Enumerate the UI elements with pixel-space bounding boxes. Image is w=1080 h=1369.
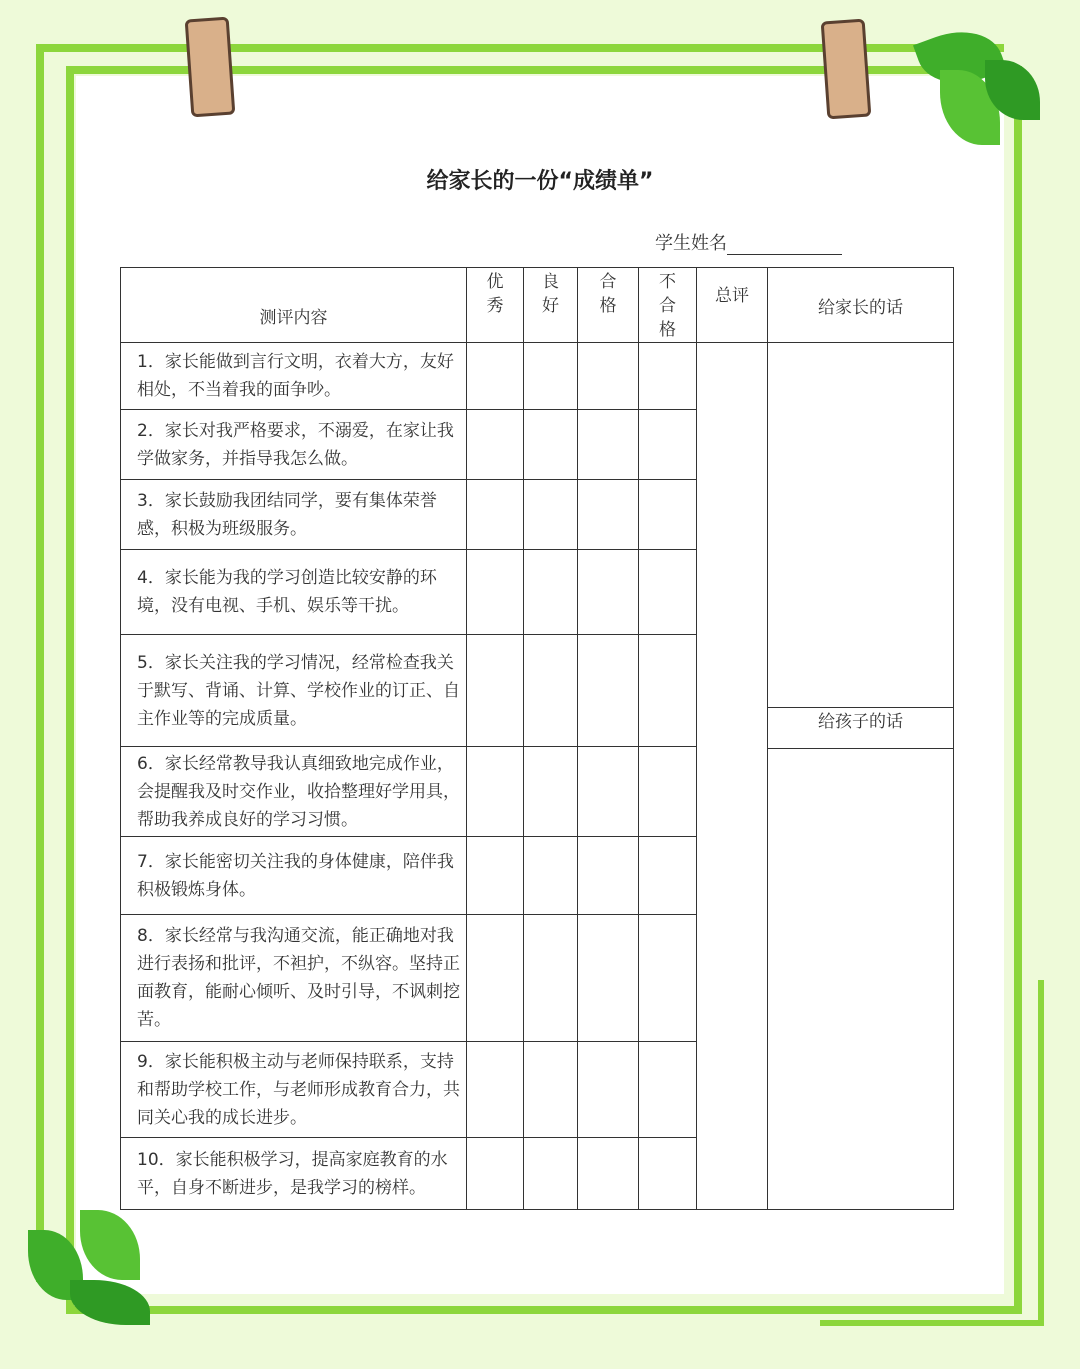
rating-excellent-cell[interactable] xyxy=(467,550,524,635)
rating-pass-cell[interactable] xyxy=(578,480,639,550)
item-text: 9．家长能积极主动与老师保持联系，支持和帮助学校工作，与老师形成教育合力，共同关心我的成长进步。 xyxy=(121,1042,467,1138)
rating-excellent-cell[interactable] xyxy=(467,747,524,837)
item-text: 4．家长能为我的学习创造比较安静的环境，没有电视、手机、娱乐等干扰。 xyxy=(121,550,467,635)
rating-fail-cell[interactable] xyxy=(639,915,697,1042)
paper-clip-icon xyxy=(185,17,236,118)
rating-excellent-cell[interactable] xyxy=(467,410,524,480)
paper-clip-icon xyxy=(821,19,872,120)
header-pass: 合 格 xyxy=(578,268,639,343)
rating-pass-cell[interactable] xyxy=(578,410,639,480)
header-to-parents: 给家长的话 xyxy=(768,268,954,343)
rating-fail-cell[interactable] xyxy=(639,1042,697,1138)
rating-excellent-cell[interactable] xyxy=(467,635,524,747)
rating-fail-cell[interactable] xyxy=(639,410,697,480)
overall-cell[interactable] xyxy=(697,343,768,1210)
evaluation-table xyxy=(120,267,954,1210)
rating-good-cell[interactable] xyxy=(524,747,578,837)
item-text: 1．家长能做到言行文明，衣着大方，友好相处，不当着我的面争吵。 xyxy=(121,343,467,410)
item-text: 3．家长鼓励我团结同学，要有集体荣誉感，积极为班级服务。 xyxy=(121,480,467,550)
rating-excellent-cell[interactable] xyxy=(467,480,524,550)
rating-good-cell[interactable] xyxy=(524,480,578,550)
rating-good-cell[interactable] xyxy=(524,915,578,1042)
rating-pass-cell[interactable] xyxy=(578,343,639,410)
rating-fail-cell[interactable] xyxy=(639,837,697,915)
table-row xyxy=(121,343,954,410)
rating-pass-cell[interactable] xyxy=(578,747,639,837)
rating-excellent-cell[interactable] xyxy=(467,915,524,1042)
comments-cell[interactable] xyxy=(768,343,954,1210)
rating-excellent-cell[interactable] xyxy=(467,1138,524,1210)
item-text: 10．家长能积极学习，提高家庭教育的水平，自身不断进步，是我学习的榜样。 xyxy=(121,1138,467,1210)
rating-pass-cell[interactable] xyxy=(578,915,639,1042)
rating-good-cell[interactable] xyxy=(524,1042,578,1138)
rating-pass-cell[interactable] xyxy=(578,550,639,635)
rating-excellent-cell[interactable] xyxy=(467,837,524,915)
rating-good-cell[interactable] xyxy=(524,837,578,915)
item-text: 8．家长经常与我沟通交流，能正确地对我进行表扬和批评，不袒护，不纵容。坚持正面教育，能耐心倾听、及时引导，不讽刺挖苦。 xyxy=(121,915,467,1042)
header-excellent: 优 秀 xyxy=(467,268,524,343)
rating-fail-cell[interactable] xyxy=(639,480,697,550)
student-name-label: 学生姓名 xyxy=(655,233,727,254)
header-fail: 不 合 格 xyxy=(639,268,697,343)
item-text: 2．家长对我严格要求，不溺爱，在家让我学做家务，并指导我怎么做。 xyxy=(121,410,467,480)
rating-fail-cell[interactable] xyxy=(639,747,697,837)
rating-pass-cell[interactable] xyxy=(578,635,639,747)
rating-good-cell[interactable] xyxy=(524,410,578,480)
to-child-label: 给孩子的话 xyxy=(768,707,953,749)
rating-pass-cell[interactable] xyxy=(578,1042,639,1138)
rating-good-cell[interactable] xyxy=(524,635,578,747)
rating-fail-cell[interactable] xyxy=(639,343,697,410)
rating-good-cell[interactable] xyxy=(524,550,578,635)
rating-excellent-cell[interactable] xyxy=(467,1042,524,1138)
rating-pass-cell[interactable] xyxy=(578,837,639,915)
student-name-field[interactable] xyxy=(655,229,842,255)
rating-fail-cell[interactable] xyxy=(639,635,697,747)
student-name-blank[interactable] xyxy=(727,236,842,255)
rating-fail-cell[interactable] xyxy=(639,550,697,635)
header-content: 测评内容 xyxy=(121,268,467,343)
header-good: 良 好 xyxy=(524,268,578,343)
item-text: 6．家长经常教导我认真细致地完成作业，会提醒我及时交作业，收拾整理好学用具，帮助我养成良好的学习习惯。 xyxy=(121,747,467,837)
rating-pass-cell[interactable] xyxy=(578,1138,639,1210)
rating-excellent-cell[interactable] xyxy=(467,343,524,410)
rating-good-cell[interactable] xyxy=(524,343,578,410)
page-title: 给家长的一份“成绩单” xyxy=(426,169,654,194)
item-text: 7．家长能密切关注我的身体健康，陪伴我积极锻炼身体。 xyxy=(121,837,467,915)
rating-fail-cell[interactable] xyxy=(639,1138,697,1210)
header-overall: 总评 xyxy=(697,268,768,343)
item-text: 5．家长关注我的学习情况，经常检查我关于默写、背诵、计算、学校作业的订正、自主作业等的完成质量。 xyxy=(121,635,467,747)
rating-good-cell[interactable] xyxy=(524,1138,578,1210)
